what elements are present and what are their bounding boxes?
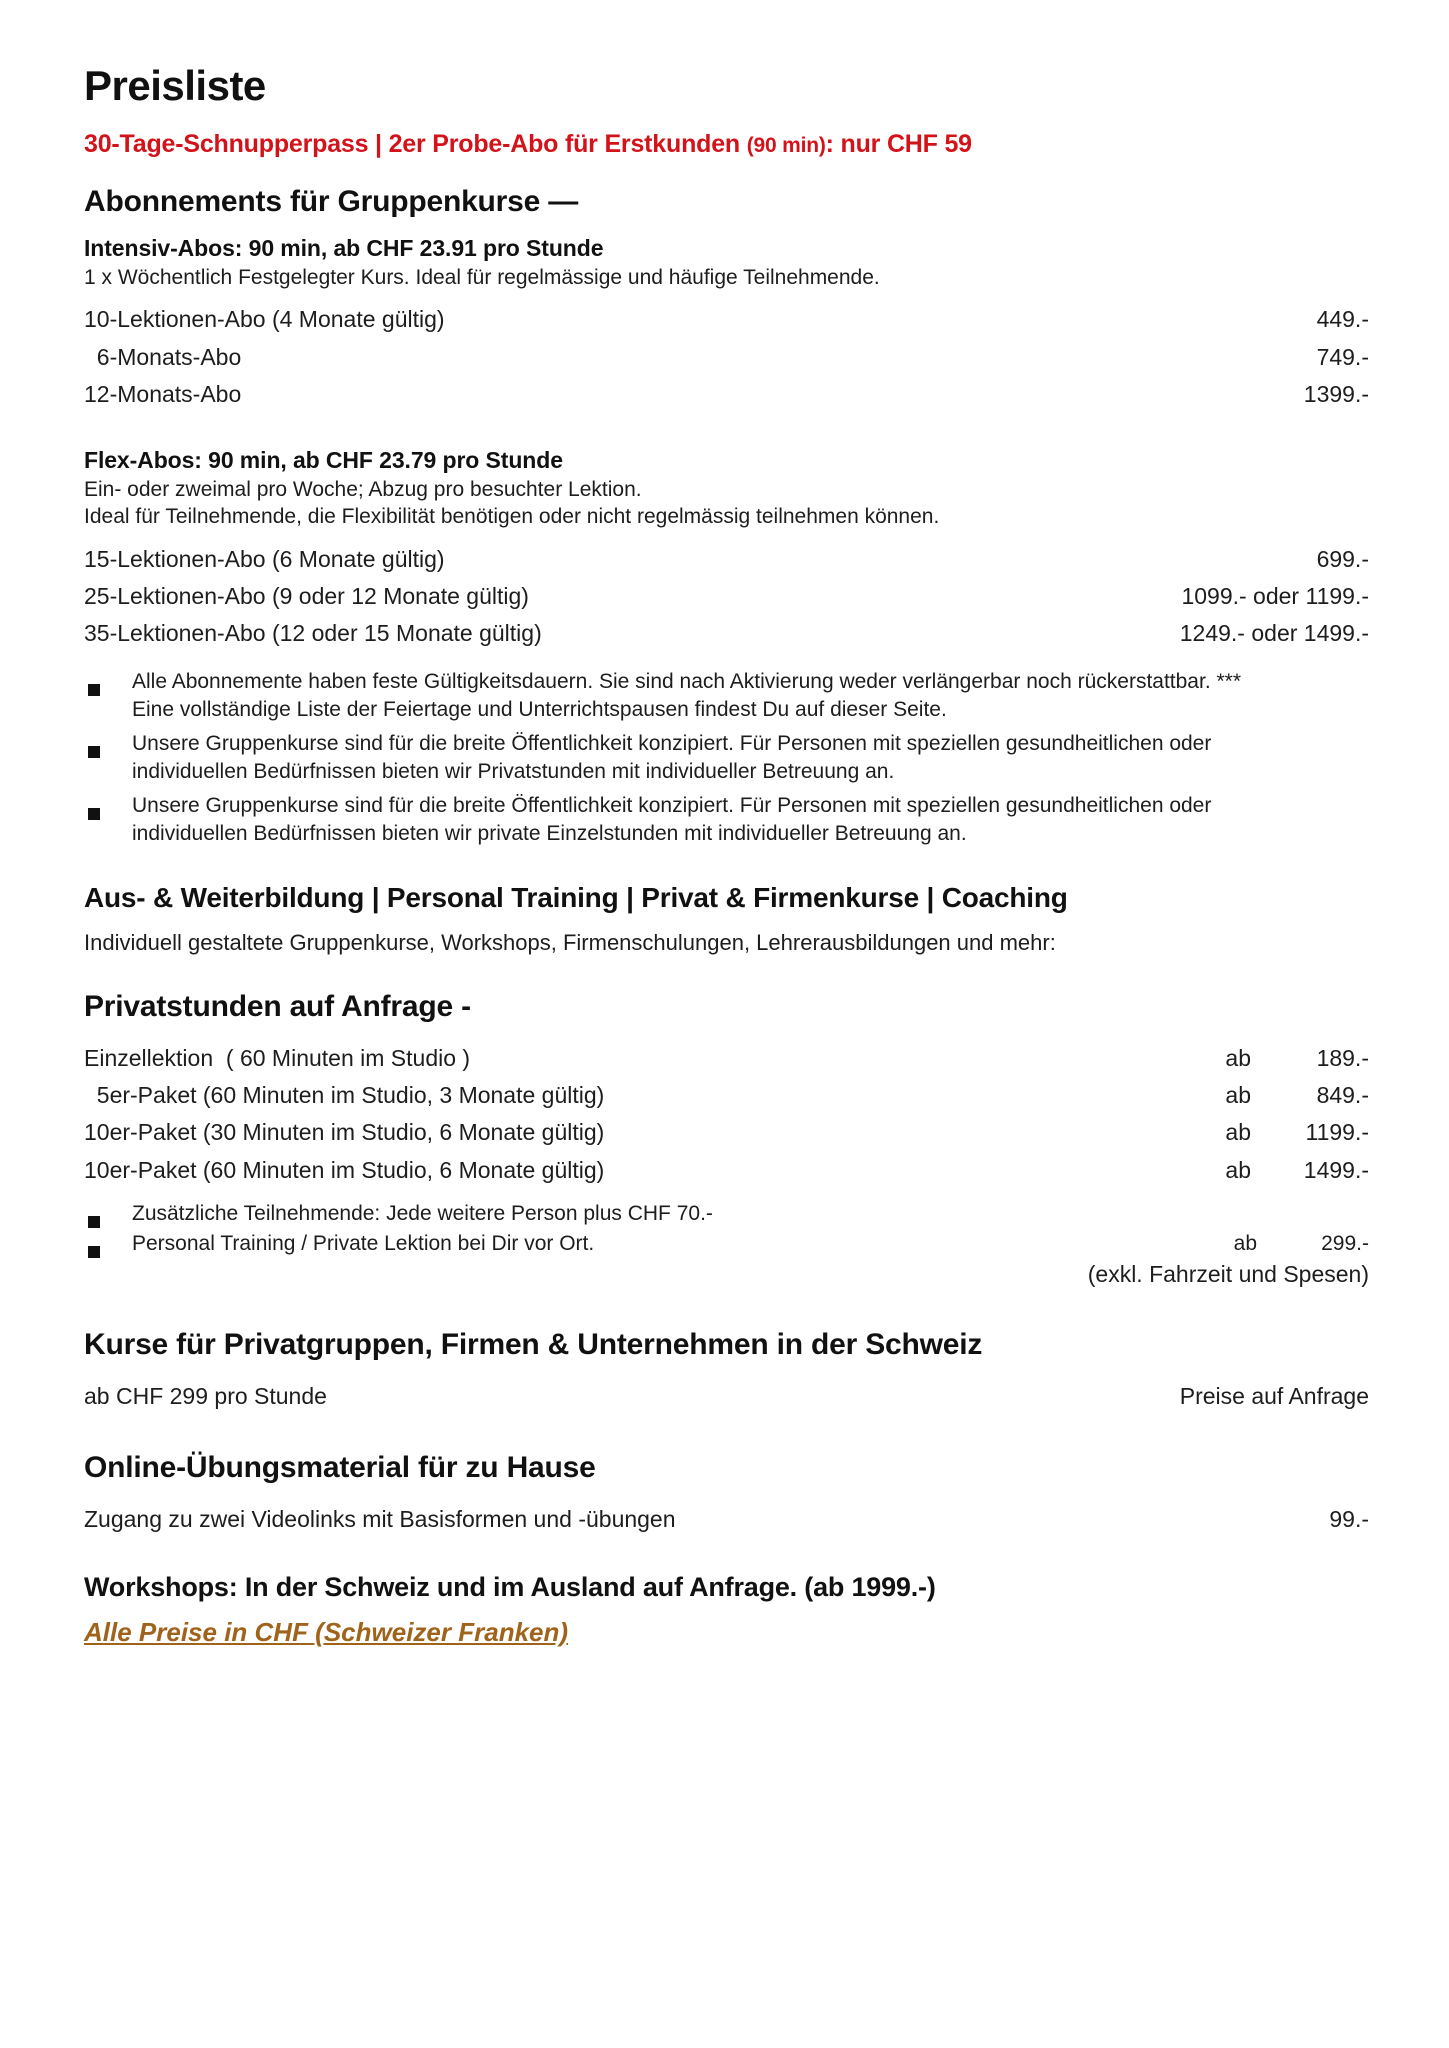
list-item-text: Personal Training / Private Lektion bei Dir vor Ort. <box>132 1231 595 1255</box>
price-amount: 449.- <box>1316 306 1369 333</box>
price-row <box>84 1114 1369 1151</box>
privat-extras-list <box>84 1199 1369 1259</box>
price-row <box>84 301 1369 338</box>
price-amount: 189.- <box>1316 1044 1369 1071</box>
square-bullet-icon <box>84 1229 132 1259</box>
price-amount: 99.- <box>1329 1505 1369 1532</box>
square-bullet-icon <box>84 792 132 820</box>
list-item <box>84 1199 1369 1229</box>
price-label: 10er-Paket (30 Minuten im Studio, 6 Monate gültig) <box>84 1119 605 1146</box>
price-prefix: ab <box>1225 1082 1251 1109</box>
price-amount: 699.- <box>1316 545 1369 572</box>
intensiv-price-table <box>84 301 1369 413</box>
price-row <box>84 339 1369 376</box>
privat-footnote: (exkl. Fahrzeit und Spesen) <box>1087 1260 1369 1287</box>
currency-note: Alle Preise in CHF (Schweizer Franken) <box>84 1617 569 1648</box>
price-amount: 849.- <box>1316 1082 1369 1109</box>
price-row <box>84 376 1369 413</box>
price-amount: 299.- <box>1321 1231 1369 1255</box>
price-amount: Preise auf Anfrage <box>1179 1382 1369 1409</box>
price-label: ab CHF 299 pro Stunde <box>84 1382 327 1409</box>
price-row <box>84 1501 1369 1538</box>
section-heading-workshops: Workshops: In der Schweiz und im Ausland auf Anfrage. (ab 1999.-) <box>84 1572 936 1603</box>
flex-note-2: Ideal für Teilnehmende, die Flexibilität benötigen oder nicht regelmässig teilnehmen können. <box>84 505 940 529</box>
list-item <box>84 792 1369 848</box>
price-row <box>84 578 1369 615</box>
section-heading-weiterbildung: Aus- & Weiterbildung | Personal Training | Privat & Firmenkurse | Coaching <box>84 881 1068 913</box>
price-label: 10er-Paket (60 Minuten im Studio, 6 Monate gültig) <box>84 1156 605 1183</box>
price-label: Zugang zu zwei Videolinks mit Basisformen und -übungen <box>84 1505 676 1532</box>
square-bullet-icon <box>84 1199 132 1229</box>
price-amount: 749.- <box>1316 343 1369 370</box>
price-row <box>84 1152 1369 1189</box>
page-title: Preisliste <box>84 62 266 109</box>
flex-price-table <box>84 541 1369 653</box>
square-bullet-icon <box>84 730 132 758</box>
price-amount: 1249.- oder 1499.- <box>1179 620 1369 647</box>
intensiv-note: 1 x Wöchentlich Festgelegter Kurs. Ideal für regelmässige und häufige Teilnehmende. <box>84 266 880 289</box>
list-item-row <box>132 1199 1369 1229</box>
price-label: 15-Lektionen-Abo (6 Monate gültig) <box>84 545 445 572</box>
price-prefix: ab <box>1225 1119 1251 1146</box>
price-prefix <box>1257 1199 1283 1229</box>
price-label: 10-Lektionen-Abo (4 Monate gültig) <box>84 306 445 333</box>
weiterbildung-lead: Individuell gestaltete Gruppenkurse, Workshops, Firmenschulungen, Lehrerausbildungen und mehr: <box>84 929 1056 955</box>
price-label: 35-Lektionen-Abo (12 oder 15 Monate gültig) <box>84 620 542 647</box>
list-item <box>84 1229 1369 1259</box>
price-label: 5er-Paket (60 Minuten im Studio, 3 Monate gültig) <box>84 1082 605 1109</box>
abos-conditions-list <box>84 668 1369 848</box>
price-label: 25-Lektionen-Abo (9 oder 12 Monate gültig) <box>84 582 529 609</box>
price-amount: 1099.- oder 1199.- <box>1181 582 1369 609</box>
price-row <box>84 541 1369 578</box>
price-amount: 1399.- <box>1303 380 1369 407</box>
section-heading-privatgruppen: Kurse für Privatgruppen, Firmen & Unternehmen in der Schweiz <box>84 1327 983 1361</box>
list-item <box>84 730 1369 786</box>
price-row <box>84 1378 1369 1415</box>
price-prefix: ab <box>1225 1044 1251 1071</box>
list-item-text: Unsere Gruppenkurse sind für die breite Öffentlichkeit konzipiert. Für Personen mit speziellen gesundheitlichen oder individuellen Bedürfnissen bieten wir Privatstunden mit individueller Betreuung an. <box>132 732 1212 784</box>
list-item-row <box>132 1229 1369 1259</box>
price-prefix: ab <box>1225 1156 1251 1183</box>
price-amount: 1499.- <box>1303 1156 1369 1183</box>
price-row <box>84 1077 1369 1114</box>
price-label: 12-Monats-Abo <box>84 380 242 407</box>
list-item-text: Unsere Gruppenkurse sind für die breite Öffentlichkeit konzipiert. Für Personen mit speziellen gesundheitlichen oder individuellen Bedürfnissen bieten wir private Einzelstunden mit individueller Betreuung an. <box>132 794 1212 845</box>
section-heading-online: Online-Übungsmaterial für zu Hause <box>84 1450 596 1484</box>
promo-tail: : nur CHF 59 <box>825 130 972 158</box>
list-item-text: Zusätzliche Teilnehmende: Jede weitere Person plus CHF 70.- <box>132 1201 713 1225</box>
price-label: Einzellektion ( 60 Minuten im Studio ) <box>84 1044 471 1071</box>
square-bullet-icon <box>84 668 132 696</box>
privat-price-table <box>84 1040 1369 1189</box>
price-label: 6-Monats-Abo <box>84 343 242 370</box>
price-row <box>84 1040 1369 1077</box>
promo-banner <box>84 130 1369 159</box>
section-heading-privatstunden: Privatstunden auf Anfrage - <box>84 989 471 1023</box>
subsection-heading-intensiv: Intensiv-Abos: 90 min, ab CHF 23.91 pro Stunde <box>84 235 604 261</box>
subsection-heading-flex: Flex-Abos: 90 min, ab CHF 23.79 pro Stunde <box>84 447 563 474</box>
section-heading-abonnements: Abonnements für Gruppenkurse — <box>84 185 579 218</box>
list-item-text: Alle Abonnemente haben feste Gültigkeitsdauern. Sie sind nach Aktivierung weder verlängerbar noch rückerstattbar. *** Eine vollständige Liste der Feiertage und Unterrichtspausen findest Du auf dieser Seite. <box>132 670 1242 722</box>
price-amount: 1199.- <box>1305 1119 1369 1146</box>
promo-main: 30-Tage-Schnupperpass | 2er Probe-Abo für Erstkunden <box>84 130 747 158</box>
price-amount <box>1283 1199 1369 1229</box>
promo-duration: (90 min) <box>746 134 826 157</box>
flex-note-1: Ein- oder zweimal pro Woche; Abzug pro besuchter Lektion. <box>84 478 642 502</box>
price-row <box>84 615 1369 652</box>
list-item <box>84 668 1369 724</box>
price-prefix: ab <box>1233 1231 1257 1255</box>
